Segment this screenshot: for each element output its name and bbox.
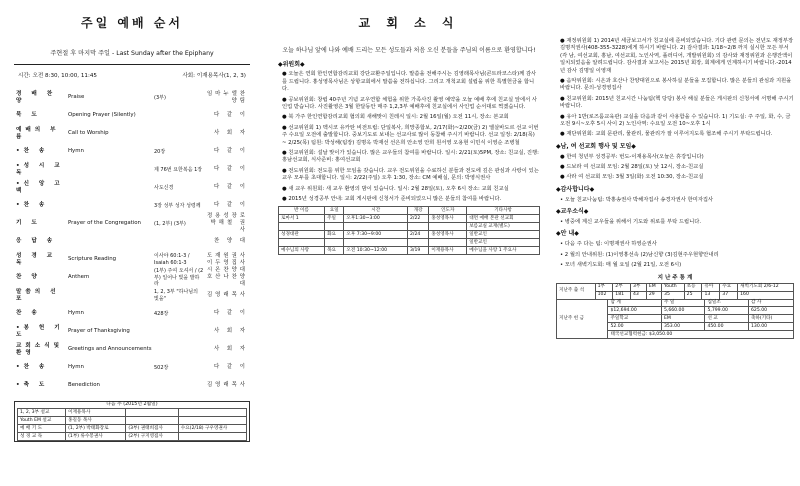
table-cell: 오후 7:30~9:00	[344, 231, 408, 239]
worship-info	[18, 73, 246, 80]
table-cell: 홍성영목사	[429, 215, 467, 223]
table-header-cell: 기타사항	[467, 207, 540, 215]
attendance-value-cell: 181	[613, 291, 631, 299]
order-label: 묵 도	[16, 112, 41, 119]
order-leader: 다 같 이	[213, 310, 248, 317]
order-label: 교회소식및 환영	[16, 342, 64, 356]
order-activity: Call to Worship	[68, 130, 109, 137]
order-leader: 다 같 이	[213, 166, 248, 173]
order-leader: 다 같 이	[213, 184, 248, 191]
offering-cell: 52.00	[608, 323, 662, 331]
table-cell	[429, 223, 467, 231]
table-header-cell: 인도자	[429, 207, 467, 215]
order-label: •성 시 교 독	[16, 162, 64, 176]
order-label: 응 답 송	[16, 238, 57, 245]
offering-cell: 선 교	[705, 315, 749, 323]
attendance-value-cell: 37	[720, 291, 738, 299]
bullet-icon: ●	[282, 114, 289, 121]
order-row	[16, 179, 248, 197]
bullet-icon: ●	[560, 164, 567, 171]
attendance-value-cell: 102	[595, 291, 613, 299]
section-notices: ◆안 내◆	[556, 230, 579, 238]
mission-group-items	[556, 154, 794, 182]
thanks-text: • 오늘 친교나눔팀: 박홍송권사 박해자집사 송경자권사 한미자집사	[560, 196, 714, 203]
order-label: 찬 양	[16, 274, 41, 281]
order-activity: Opening Prayer (Silently)	[68, 112, 136, 119]
table-cell: 성경대관	[279, 231, 325, 239]
announcement-text: 북 가주 한인연합감리교회 협의회 새해맞이 친레식 일시: 2월 16일(월) 오전 11시, 장소: 본교회	[288, 114, 509, 121]
next-week-title: 다음 주 (2015년 2월일)	[106, 401, 158, 407]
announcement-text: 새 교우 위원회: 새 교우 환영의 밤이 있습니다. 일시: 2월 28일(토), 오후 6시 장소: 교회 친교실	[288, 185, 509, 192]
table-cell	[178, 433, 246, 441]
announcement-item	[282, 168, 540, 183]
table-cell: 예 배 기 도	[18, 425, 66, 433]
offering-header-cell: 감 사	[748, 299, 793, 307]
order-detail: 이사야 60:1-3 / Isaiah 60:1-3	[154, 253, 190, 266]
order-detail: (1, 2부) (3부)	[154, 220, 186, 227]
offering-cell: EM	[661, 315, 705, 323]
section-thanks: ◆감사합니다◆	[556, 185, 595, 193]
worship-order-title: 주일 예배 순서	[81, 16, 183, 30]
announcement-text: 공보위원회: 창립 40주년 기념 교우연합 체험을 위한 가족사진 촬영 예약을 오늘 예배 후에 친교실 앞에서 사인업 받습니다. 사진촬영은 3월 한달동안 매주 1,2,3부 예배후에 친교실에서 사인업 순서대로 찍겠습니다.	[282, 96, 538, 111]
announcements-column	[278, 0, 540, 486]
bullet-icon: ●	[560, 153, 567, 160]
announcement-item	[282, 150, 540, 165]
table-cell	[279, 239, 325, 247]
bullet-icon: ●	[282, 196, 289, 203]
table-cell: 목요	[325, 247, 344, 255]
table-cell: 성 경 교 독	[18, 433, 66, 441]
table-cell	[126, 409, 178, 417]
announcement-text: 전도위원회: 전도를 위한 모임을 갖습니다. 교우 전도위원을 수료하신 분들과 전도에 깊은 관심과 사랑이 있는 교우 모두를 초대합니다. 일시: 2/22(주일) 오후 1:30, 장소: CM 예배실, 문의: 박영식권사	[282, 167, 539, 182]
order-row	[16, 125, 248, 143]
order-leader: 찬 양 대	[213, 238, 248, 245]
order-row	[16, 359, 248, 377]
announcement-text: 친교위원회: 2015년 친교시간 나눔팀(헥 당당) 봉사 해실 분들은 게시판의 신청서에 서명해 주시기 바랍니다.	[560, 95, 794, 110]
next-week-table	[17, 408, 247, 441]
order-detail: 3장 성부 성자 성령께	[154, 202, 201, 209]
table-cell: 오전 10:30~12:00	[344, 247, 408, 255]
notice-item: • 모녀 새벽기도회: 매 월 요일 (2월 21일, 오전 6시)	[560, 261, 682, 268]
table-cell: (1부) 류수봉권사	[66, 433, 126, 441]
bullet-icon: ●	[282, 167, 289, 174]
mission-group-text: 한여 청년부 성경공부: 번도-이재용목사(오늘은 휴강입니다)	[566, 153, 704, 160]
table-cell: 이재용목사	[66, 409, 126, 417]
order-activity: Hymn	[68, 148, 84, 155]
order-leader: 다 같 이	[213, 148, 248, 155]
table-cell: 이재용목사	[429, 247, 467, 255]
table-cell: 1, 2, 3부 설교	[18, 409, 66, 417]
announcement-item	[560, 114, 794, 129]
attendance-label: 지난주 출 석	[557, 283, 596, 299]
attendance-header-cell: 초등	[684, 283, 702, 291]
table-cell	[126, 417, 178, 425]
order-row	[16, 287, 248, 305]
order-row	[16, 233, 248, 251]
order-label: •찬 송	[16, 148, 49, 155]
table-cell: 2/22	[408, 215, 429, 223]
order-row	[16, 377, 248, 395]
offering-cell: 450.00	[705, 323, 749, 331]
order-activity: Praise	[68, 94, 85, 101]
order-label: 찬 송	[16, 310, 41, 317]
table-cell: 2/24	[408, 231, 429, 239]
offering-cell: 주일학교	[608, 315, 662, 323]
table-cell: 화요	[325, 231, 344, 239]
order-row	[16, 323, 248, 341]
order-row	[16, 215, 248, 233]
announcements-title: 교 회 소 식	[358, 16, 460, 30]
committee-items	[278, 71, 540, 203]
order-row	[16, 341, 248, 359]
worship-order-column	[14, 0, 250, 486]
bullet-icon: ●	[560, 174, 567, 181]
announcement-text: 재정위원회 1) 2014년 세금보고서가 친교실에 준비되었습니다. 기다 관련 문의는 전년도 재정부장 김명직권사(408-355-3228)에게 하시기 바랍니다. 2) 감사결과: 1/18~2/8 까지 실시한 모든 부서(각 남, 여선교회, 홍남, 여선교회, 노인사역, 플러디어, 개발위원회) 의 감사와 재정위원과 은행잔액이 일치되었음을 알려드립니다. 감사결과 보고서는 2015년 회장, 회계에게 인계하시기 바랍니다.-2014년 감사 김명일 이영재	[560, 38, 794, 74]
attendance-header-cell: 2부	[613, 283, 631, 291]
order-row	[16, 143, 248, 161]
order-row	[16, 161, 248, 179]
worship-subtitle: 주현절 후 마지막 주일 - Last Sunday after the Epiphany	[50, 49, 214, 57]
table-row	[279, 247, 540, 255]
offering-table	[556, 299, 794, 340]
attendance-table	[556, 283, 794, 300]
table-cell	[429, 239, 467, 247]
table-cell	[325, 223, 344, 231]
offering-header-cell: 합 계	[608, 299, 662, 307]
table-cell: 일반교인	[467, 239, 540, 247]
table-cell: 주일	[325, 215, 344, 223]
order-leader: 다 같 이	[213, 112, 248, 119]
bullet-icon: ●	[560, 113, 567, 120]
order-activity: Hymn	[68, 364, 84, 371]
table-cell: 수요(2/18) 구우영권사	[178, 425, 246, 433]
announcement-text: 친교위원회: 설날 맞이가 있습니다. 많은 교우들의 참여를 바랍니다. 일시: 2/21(토)5PM, 장소: 친교실, 진행: 홍남선교회, 식사준비: 홍여선교회	[282, 150, 539, 164]
order-leader: 김영래목사	[206, 382, 248, 389]
table-header-cell: 반 이름	[279, 207, 325, 215]
order-leader: 사 회 자	[213, 346, 248, 353]
order-label: •신 앙 고 백	[16, 180, 64, 194]
offering-cell: 5,660.00	[661, 307, 705, 315]
offering-header-cell: 주 일	[661, 299, 705, 307]
table-cell	[344, 223, 408, 231]
announcement-text: 2015년 성경공부 안내: 교회 게시판에 신청서가 준비되었으니 많은 분들의 참여를 바랍니다.	[288, 196, 502, 203]
order-list	[14, 89, 250, 395]
attendance-value-cell: 29	[646, 291, 661, 299]
table-cell: 로마서 1	[279, 215, 325, 223]
announcement-item	[560, 96, 794, 111]
section-member-news: ◆교우소식◆	[556, 208, 589, 216]
table-cell: Youth EM 설교	[18, 417, 66, 425]
worship-presider: 사회: 이재용목사(1, 2, 3)	[182, 72, 246, 79]
attendance-value-cell: 13	[702, 291, 720, 299]
announcement-text: 유아 1반(로즈룸교육관) 교실을 다음과 같이 사용함을 수 있습니다. 1) 기도실: 주 주일, 화, 수, 금 오전 9시~오후 5시 사이 2) 노인사역: 수요일 오전 10~오후 1시	[560, 113, 791, 128]
offering-cell: 축하(기타)	[748, 315, 793, 323]
table-cell	[408, 239, 429, 247]
attendance-header-cell: Youth	[662, 283, 685, 291]
mission-group-item	[560, 164, 794, 171]
bullet-icon: ●	[560, 78, 567, 85]
order-label: 말씀의 선포	[16, 288, 60, 302]
attendance-header-cell: 1부	[595, 283, 613, 291]
announcement-item	[282, 196, 540, 203]
table-header-row	[279, 207, 540, 215]
table-row	[18, 417, 247, 425]
announcement-text: 음악위원회: 시온과 호산나 찬양대원으로 봉사하실 분들을 모집합니다. 많은 분들의 관심과 지원을 바랍니다. 문의-성경영집사	[560, 78, 792, 92]
announcement-text: 선교위원회 1) 멕시코 유카탄 비전트립: 단일복사, 희망종합보, 2/17(화)~2/20(금) 2) 엘살바도르 선교 이번 주 수요일 오전에 출발합니다. 중보기도로 보내는 선교사로 많이 동참해 주시기 바랍니다. 선교 일정: 2/18(목) ~ 2/25(목) 팀원: 박성해(팀장) 김명옥 박재선 선은희 안소영 안희 원서영 오용현 이민식 이영순 조병철	[282, 124, 539, 146]
section-mission-groups: ◆남, 여 선교회 행사 및 모임◆	[556, 142, 636, 150]
table-row	[279, 223, 540, 231]
announcements-column-2	[556, 0, 794, 486]
bullet-icon: ●	[560, 95, 567, 102]
welcome-intro: 오늘 하나님 앞에 나와 예배 드리는 모든 성도들과 처음 오신 분들을 주님의 이름으로 환영합니다!	[282, 46, 536, 54]
offering-cell: $12,694.00	[608, 307, 662, 315]
table-row	[18, 409, 247, 417]
worship-time: 시간: 오전 8:30, 10:00, 11:45	[18, 72, 97, 79]
announcement-text: 오늘은 연회 한인연합감리교회 강단교환주일입니다. 말씀을 전해주시는 김영래목사님(콘트라코스타)께 감사를 드립니다. 홍성영목사님은 상항교회에서 말씀을 전하십니다. 그리고 개척교회 설립을 위한 특별헌금을 합니다.	[282, 71, 537, 93]
attendance-header-cell: 3부	[630, 283, 646, 291]
notice-list	[556, 241, 794, 269]
divider	[14, 64, 250, 65]
table-cell	[178, 409, 246, 417]
mission-group-text: 사라 여 선교회 모임: 3월 3일(화) 오전 10:30, 장소-친교실	[566, 174, 704, 181]
announcement-item	[282, 114, 540, 121]
table-cell: 예수님을 사랑 1 주요사	[467, 247, 540, 255]
notice-item: • 2 월의 안내위원: (1)이영홍선속 (2)남신향 (3)김현주우현향안내리	[560, 251, 719, 258]
stats-box	[556, 275, 794, 339]
order-detail: 428장	[154, 310, 169, 317]
order-activity: Greetings and Announcements	[68, 346, 152, 353]
order-label: 경 배 찬 양	[16, 90, 57, 104]
order-detail: (3부)	[154, 94, 166, 101]
mission-group-item	[560, 174, 794, 181]
table-cell: (2부) 구지영집사	[126, 433, 178, 441]
attendance-header-cell: 유아	[702, 283, 720, 291]
order-label: 기 도	[16, 220, 41, 227]
announcement-item	[282, 186, 540, 193]
announcement-item	[282, 71, 540, 93]
order-activity: Prayer of the Congregation	[68, 220, 141, 227]
stats-title: 지 난 주 통 계	[657, 275, 693, 282]
bullet-icon: ●	[282, 124, 289, 131]
order-row	[16, 107, 248, 125]
bullet-icon: ●	[282, 185, 289, 192]
attendance-value-cell: 160	[738, 291, 794, 299]
order-leader: 사 회 자	[213, 328, 248, 335]
table-cell	[408, 223, 429, 231]
table-cell: 3/19	[408, 247, 429, 255]
table-cell	[325, 239, 344, 247]
next-week-box	[14, 401, 250, 442]
announcement-item	[282, 125, 540, 147]
table-cell: 오후1:30~3:00	[344, 215, 408, 223]
order-detail: 사도신경	[154, 184, 174, 191]
table-cell: 대면 예배 본관 선교회	[467, 215, 540, 223]
bullet-icon: ●	[560, 131, 567, 138]
table-cell: 일반교인	[467, 231, 540, 239]
order-label: •봉 헌 기 도	[16, 324, 64, 338]
bullet-icon: ●	[560, 38, 567, 44]
order-leader: 사 회 자	[213, 130, 248, 137]
table-cell	[279, 223, 325, 231]
table-row	[18, 433, 247, 441]
attendance-value-cell: 35	[662, 291, 685, 299]
offering-cell: 130.00	[748, 323, 793, 331]
order-label: •축 도	[16, 382, 49, 389]
order-detail: (1부) 주여 오셔서 / (2부) 일어나 빛을 발하라	[154, 268, 204, 288]
order-detail: 20장	[154, 148, 166, 155]
attendance-header-row	[557, 283, 794, 291]
order-row	[16, 269, 248, 287]
table-header-cell: 요일	[325, 207, 344, 215]
offering-label: 지난주 헌 금	[557, 299, 608, 339]
table-cell	[178, 417, 246, 425]
bible-study-table	[278, 206, 540, 255]
order-activity: Benediction	[68, 382, 100, 389]
table-cell: (3부) 권태희집사	[126, 425, 178, 433]
bullet-icon: ●	[282, 150, 289, 157]
table-header-cell: 개강	[408, 207, 429, 215]
offering-header-cell: 십일조	[705, 299, 749, 307]
order-leader: 임마누엘찬양팀	[206, 90, 248, 104]
order-activity: Hymn	[68, 310, 84, 317]
announcement-item	[560, 78, 794, 93]
table-cell	[344, 239, 408, 247]
table-cell: (1, 2부) 박태화장로	[66, 425, 126, 433]
offering-cell: 353.00	[661, 323, 705, 331]
table-row	[279, 231, 540, 239]
announcement-text: 재단위원회: 교회 문관리, 물관리, 물관리가 잘 이루어지도록 협조해 주시기 부탁드립니다.	[566, 131, 773, 138]
order-detail: 1, 2, 3부 "하나님의 빛을"	[154, 289, 198, 302]
order-leader: 시온찬양대 호산나찬양대	[206, 267, 248, 288]
order-label: 예배의 부름	[16, 126, 60, 140]
mission-group-item	[560, 154, 794, 161]
order-activity: Anthem	[68, 274, 90, 281]
offering-footer: 태국선교협력헌금: $3,050.00	[608, 331, 794, 339]
bullet-icon: ●	[282, 96, 289, 103]
order-detail: 502장	[154, 364, 169, 371]
attendance-header-cell: EM	[646, 283, 661, 291]
offering-header-row	[557, 299, 794, 307]
order-row	[16, 89, 248, 107]
table-cell: 홍성영목사	[429, 231, 467, 239]
attendance-header-cell: 새벽기도회 2/6-12	[738, 283, 794, 291]
offering-cell: 5,799.00	[705, 307, 749, 315]
announcement-item	[282, 97, 540, 112]
attendance-value-cell: 43	[630, 291, 646, 299]
notice-item: • 다음 주 다는 팀: 이명재권사 하영순권사	[560, 241, 657, 248]
attendance-header-cell: 수요	[720, 283, 738, 291]
member-news-text: • 병중에 계신 교우들을 위해서 기도와 위로를 부탁 드립니다.	[560, 218, 702, 225]
order-activity: Scripture Reading	[68, 256, 117, 263]
attendance-value-cell: 25	[684, 291, 702, 299]
announcement-item	[560, 38, 794, 75]
mission-group-text: 드보라 여 선교회 모임: 2월 28일(토) 낮 12시, 장소-친교실	[566, 164, 704, 171]
order-leader: 다 같 이	[213, 364, 248, 371]
committee-items-2	[556, 38, 794, 139]
table-header-cell: 시간	[344, 207, 408, 215]
table-cell: 홍길동 목사	[66, 417, 126, 425]
order-label: 성 경 교 독	[16, 252, 57, 266]
table-row	[18, 425, 247, 433]
order-leader: 김영래목사	[206, 292, 248, 299]
order-row	[16, 305, 248, 323]
section-committee: ◆위원회◆	[278, 60, 305, 68]
offering-cell: 625.00	[748, 307, 793, 315]
order-label: •찬 송	[16, 202, 49, 209]
table-row	[279, 215, 540, 223]
table-cell: 예수님의 사랑	[279, 247, 325, 255]
order-detail: 제 76번 요한복음 1장	[154, 166, 203, 173]
order-leader: 정용성장로 박해철 권사	[206, 213, 248, 234]
bullet-icon: ●	[282, 71, 289, 78]
order-leader: 도재원권사 이두영집사	[206, 252, 248, 266]
order-label: •찬 송	[16, 364, 49, 371]
order-activity: Prayer of Thanksgiving	[68, 328, 130, 335]
table-row	[279, 239, 540, 247]
announcement-item	[560, 131, 794, 138]
table-cell: 보름교실 교재(별도)	[467, 223, 540, 231]
order-leader: 다 같 이	[213, 202, 248, 209]
